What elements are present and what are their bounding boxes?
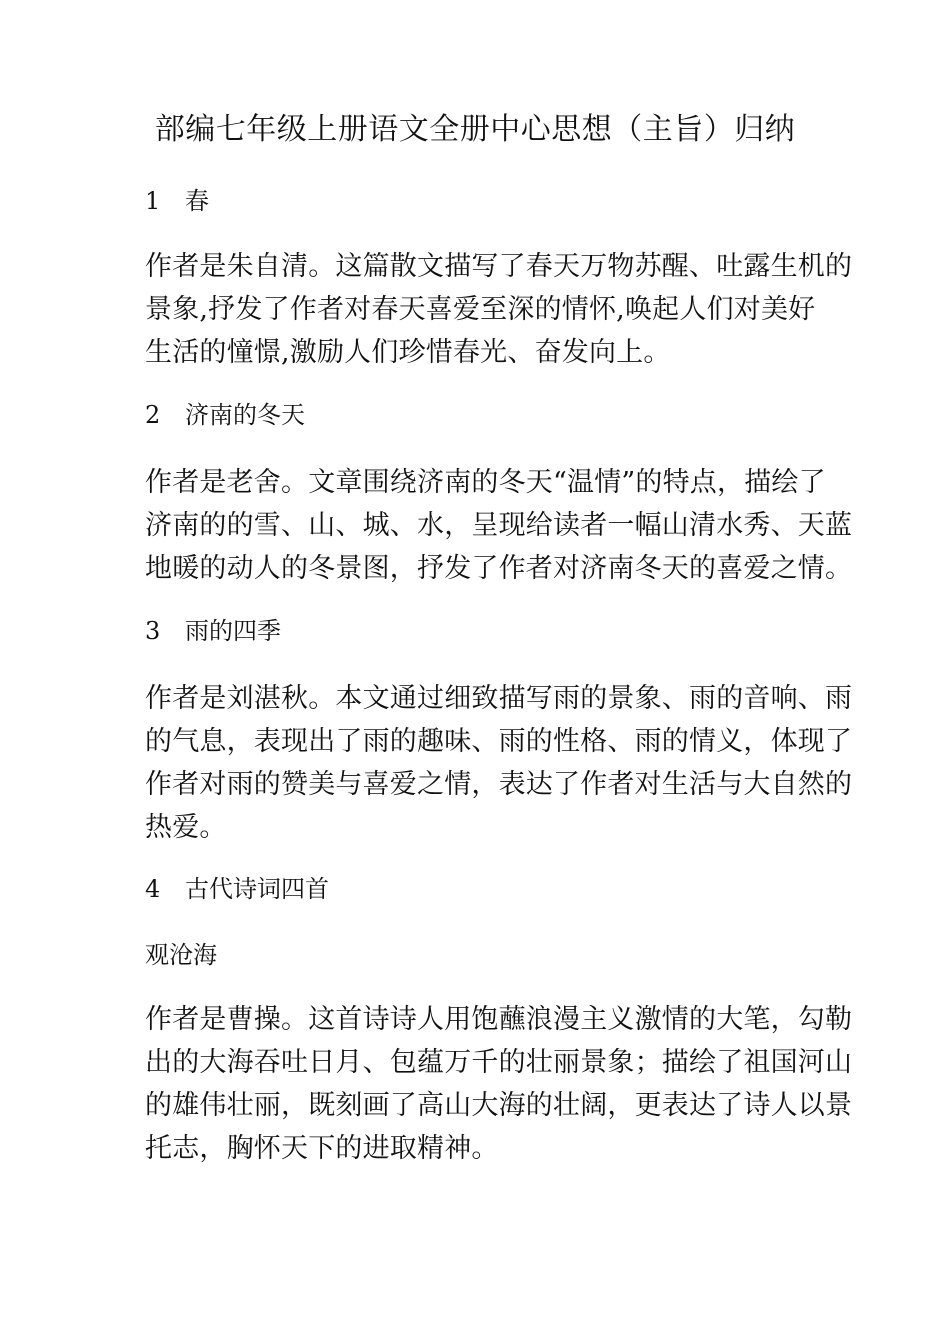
paragraph-line: 景象,抒发了作者对春天喜爱至深的情怀,唤起人们对美好	[145, 294, 816, 325]
paragraph-line: 作者对雨的赞美与喜爱之情，表达了作者对生活与大自然的	[145, 769, 853, 800]
section-paragraph-1	[145, 245, 853, 374]
paragraph-line: 济南的的雪、山、城、水，呈现给读者一幅山清水秀、天蓝	[145, 510, 853, 541]
paragraph-line: 托志，胸怀天下的进取精神。	[145, 1133, 499, 1164]
section-heading-4	[145, 874, 825, 904]
paragraph-line: 的雄伟壮丽，既刻画了高山大海的壮阔，更表达了诗人以景	[145, 1090, 853, 1121]
section-number: 2	[145, 401, 161, 429]
section-number: 4	[145, 875, 161, 903]
paragraph-line: 地暖的动人的冬景图，抒发了作者对济南冬天的喜爱之情。	[145, 553, 853, 584]
paragraph-line: 作者是刘湛秋。本文通过细致描写雨的景象、雨的音响、雨	[145, 683, 853, 714]
paragraph-line: 作者是朱自清。这篇散文描写了春天万物苏醒、吐露生机的	[145, 251, 853, 282]
section-number: 1	[145, 187, 161, 215]
paragraph-line: 作者是老舍。文章围绕济南的冬天“温情”的特点，描绘了	[145, 467, 826, 498]
paragraph-line: 作者是曹操。这首诗诗人用饱蘸浪漫主义激情的大笔，勾勒	[145, 1004, 853, 1035]
section-paragraph-2	[145, 461, 853, 590]
section-number: 3	[145, 617, 161, 645]
section-heading-3	[145, 616, 825, 646]
paragraph-line: 生活的憧憬,激励人们珍惜春光、奋发向上。	[145, 337, 671, 368]
section-title: 春	[185, 187, 209, 215]
section-title: 济南的冬天	[185, 401, 305, 429]
page-title: 部编七年级上册语文全册中心思想（主旨）归纳	[154, 112, 796, 147]
poem-subheading: 观沧海	[145, 941, 217, 969]
section-heading-2	[145, 400, 825, 430]
paragraph-line: 的气息，表现出了雨的趣味、雨的性格、雨的情义，体现了	[145, 726, 853, 757]
section-title: 雨的四季	[185, 617, 281, 645]
section-paragraph-4	[145, 998, 853, 1170]
paragraph-line: 热爱。	[145, 812, 227, 843]
paragraph-line: 出的大海吞吐日月、包蕴万千的壮丽景象；描绘了祖国河山	[145, 1047, 853, 1078]
section-title: 古代诗词四首	[185, 875, 329, 903]
section-paragraph-3	[145, 677, 853, 849]
section-heading-1	[145, 186, 825, 216]
